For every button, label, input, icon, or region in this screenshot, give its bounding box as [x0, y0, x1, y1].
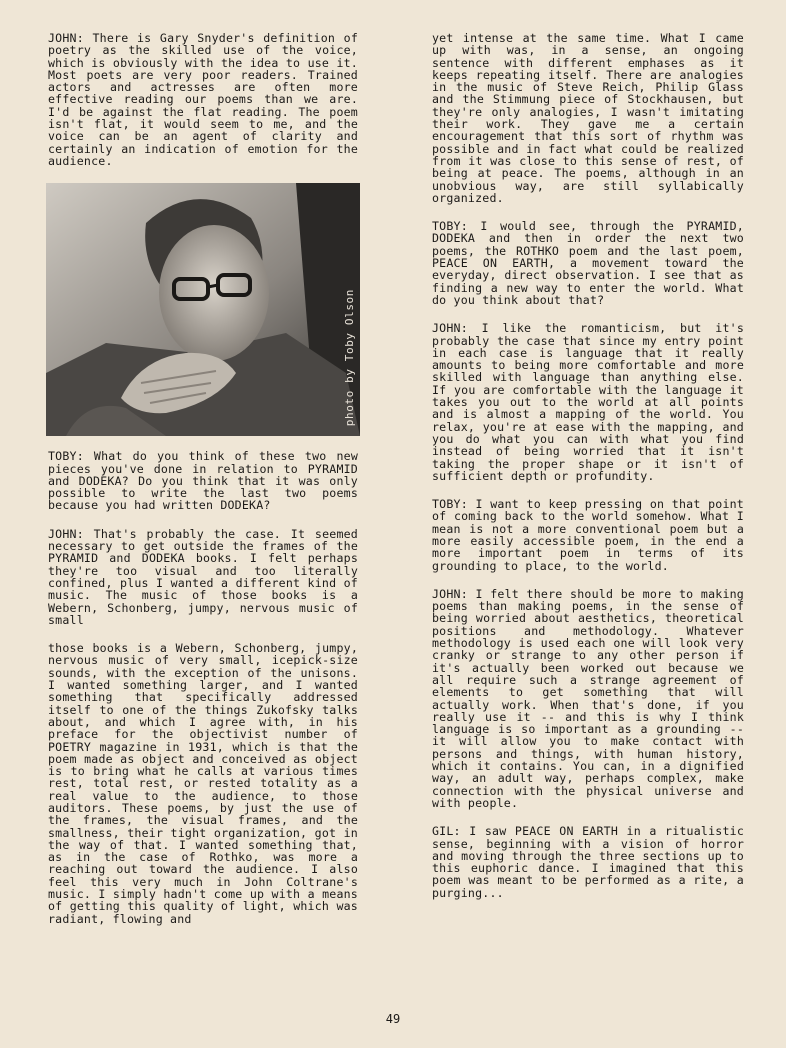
paragraph-john-intense: yet intense at the same time. What I came up with was, in a sense, an ongoing sentence with different emphases as it keeps repeating itself. There are analogies in the music of Steve Reich, Philip Glass and the Stimmung piece of Stockhausen, but they're only analogies, I wasn't imitating their work. They gave me a certain encouragement that this sort of rhythm was possible and in fact what could be realized from it was close to this sense of rest, of being at peace. The poems, although in an unobvious way, are still syllabically organized. — [432, 31, 744, 205]
paragraph-gil-ritual: GIL: I saw PEACE ON EARTH in a ritualistic sense, beginning with a vision of horror and moving through the three sections up to this euphoric dance. I imagined that this poem was meant to be performed as a rite, a purging... — [432, 824, 744, 900]
portrait-image — [46, 183, 360, 436]
right-column — [432, 32, 744, 915]
portrait-photo — [46, 183, 360, 436]
photo-credit: photo by Toby Olson — [343, 289, 356, 427]
paragraph-toby-question: TOBY: What do you think of these two new pieces you've done in relation to PYRAMID and DODEKA? Do you think that it was only possible to write the last two poems because you had written DODEKA? — [48, 449, 358, 513]
paragraph-john-music: those books is a Webern, Schonberg, jumpy, nervous music of very small, icepick-size sounds, with the exception of the unisons. I wanted something larger, and I wanted something that specifically addressed itself to one of the things Zukofsky talks about, and which I agree with, in his preface for the objectivist number of POETRY magazine in 1931, which is that the poem made as object and conceived as object is to bring what he calls at various times rest, total rest, or rested totality as a real value to the audience, to those auditors. These poems, by just the use of the frames, the visual frames, and the smallness, their tight organization, got in the way of that. I wanted something that, as in the case of Rothko, was more a reaching out toward the audience. I also feel this very much in John Coltrane's music. I simply hadn't come up with a means of getting this quality of light, which was radiant, flowing and — [48, 641, 358, 926]
paragraph-toby-movement: TOBY: I would see, through the PYRAMID, DODEKA and then in order the next two poems, the ROTHKO poem and the last poem, PEACE ON EARTH, a movement toward the everyday, direct observation. I see that as finding a new way to enter the world. What do you think about that? — [432, 219, 744, 307]
page-number: 49 — [385, 1012, 401, 1026]
paragraph-john-frames: JOHN: That's probably the case. It seemed necessary to get outside the frames of the PYRAMID and DODEKA books. I felt perhaps they're too visual and too literally confined, plus I wanted a different kind of music. The music of those books is a Webern, Schonberg, jumpy, nervous music of small — [48, 526, 358, 627]
paragraph-john-romanticism: JOHN: I like the romanticism, but it's probably the case that since my entry point in each case is language that it really amounts to being more comfortable and more skilled with language than anything else. If you are comfortable with the language it takes you out to the world at all points and is almost a mapping of the world. You relax, you're at ease with the mapping, and you do what you can with what you find instead of being worried that it isn't taking the proper shape or it isn't of sufficient depth or profundity. — [432, 321, 744, 483]
paragraph-john-voice: JOHN: There is Gary Snyder's definition of poetry as the skilled use of the voice, which is obviously with the idea to use it. Most poets are very poor readers. Trained actors and actresses are often more effective reading our poems than we are. I'd be against the flat reading. The poem isn't flat, it would seem to me, and the voice can be an agent of clarity and certainly an indication of emotion for the audience. — [48, 31, 358, 168]
left-column — [48, 32, 358, 941]
paragraph-toby-world: TOBY: I want to keep pressing on that point of coming back to the world somehow. What I mean is not a more conventional poem but a more easily accessible poem, in the end a more important poem in terms of its grounding to place, to the world. — [432, 497, 744, 573]
paragraph-john-methodology: JOHN: I felt there should be more to making poems than making poems, in the sense of being worried about aesthetics, theoretical positions and methodology. Whatever methodology is used each one will look very cranky or strange to any other person if it's actually been worked out because we all require such a strange agreement of elements to get something that will actually work. When that's done, if you really use it -- and this is why I think language is so important as a grounding -- it will allow you to make contact with persons and things, with human history, which it contains. You can, in a dignified way, an adult way, perhaps complex, make connection with the physical universe and with people. — [432, 586, 744, 810]
